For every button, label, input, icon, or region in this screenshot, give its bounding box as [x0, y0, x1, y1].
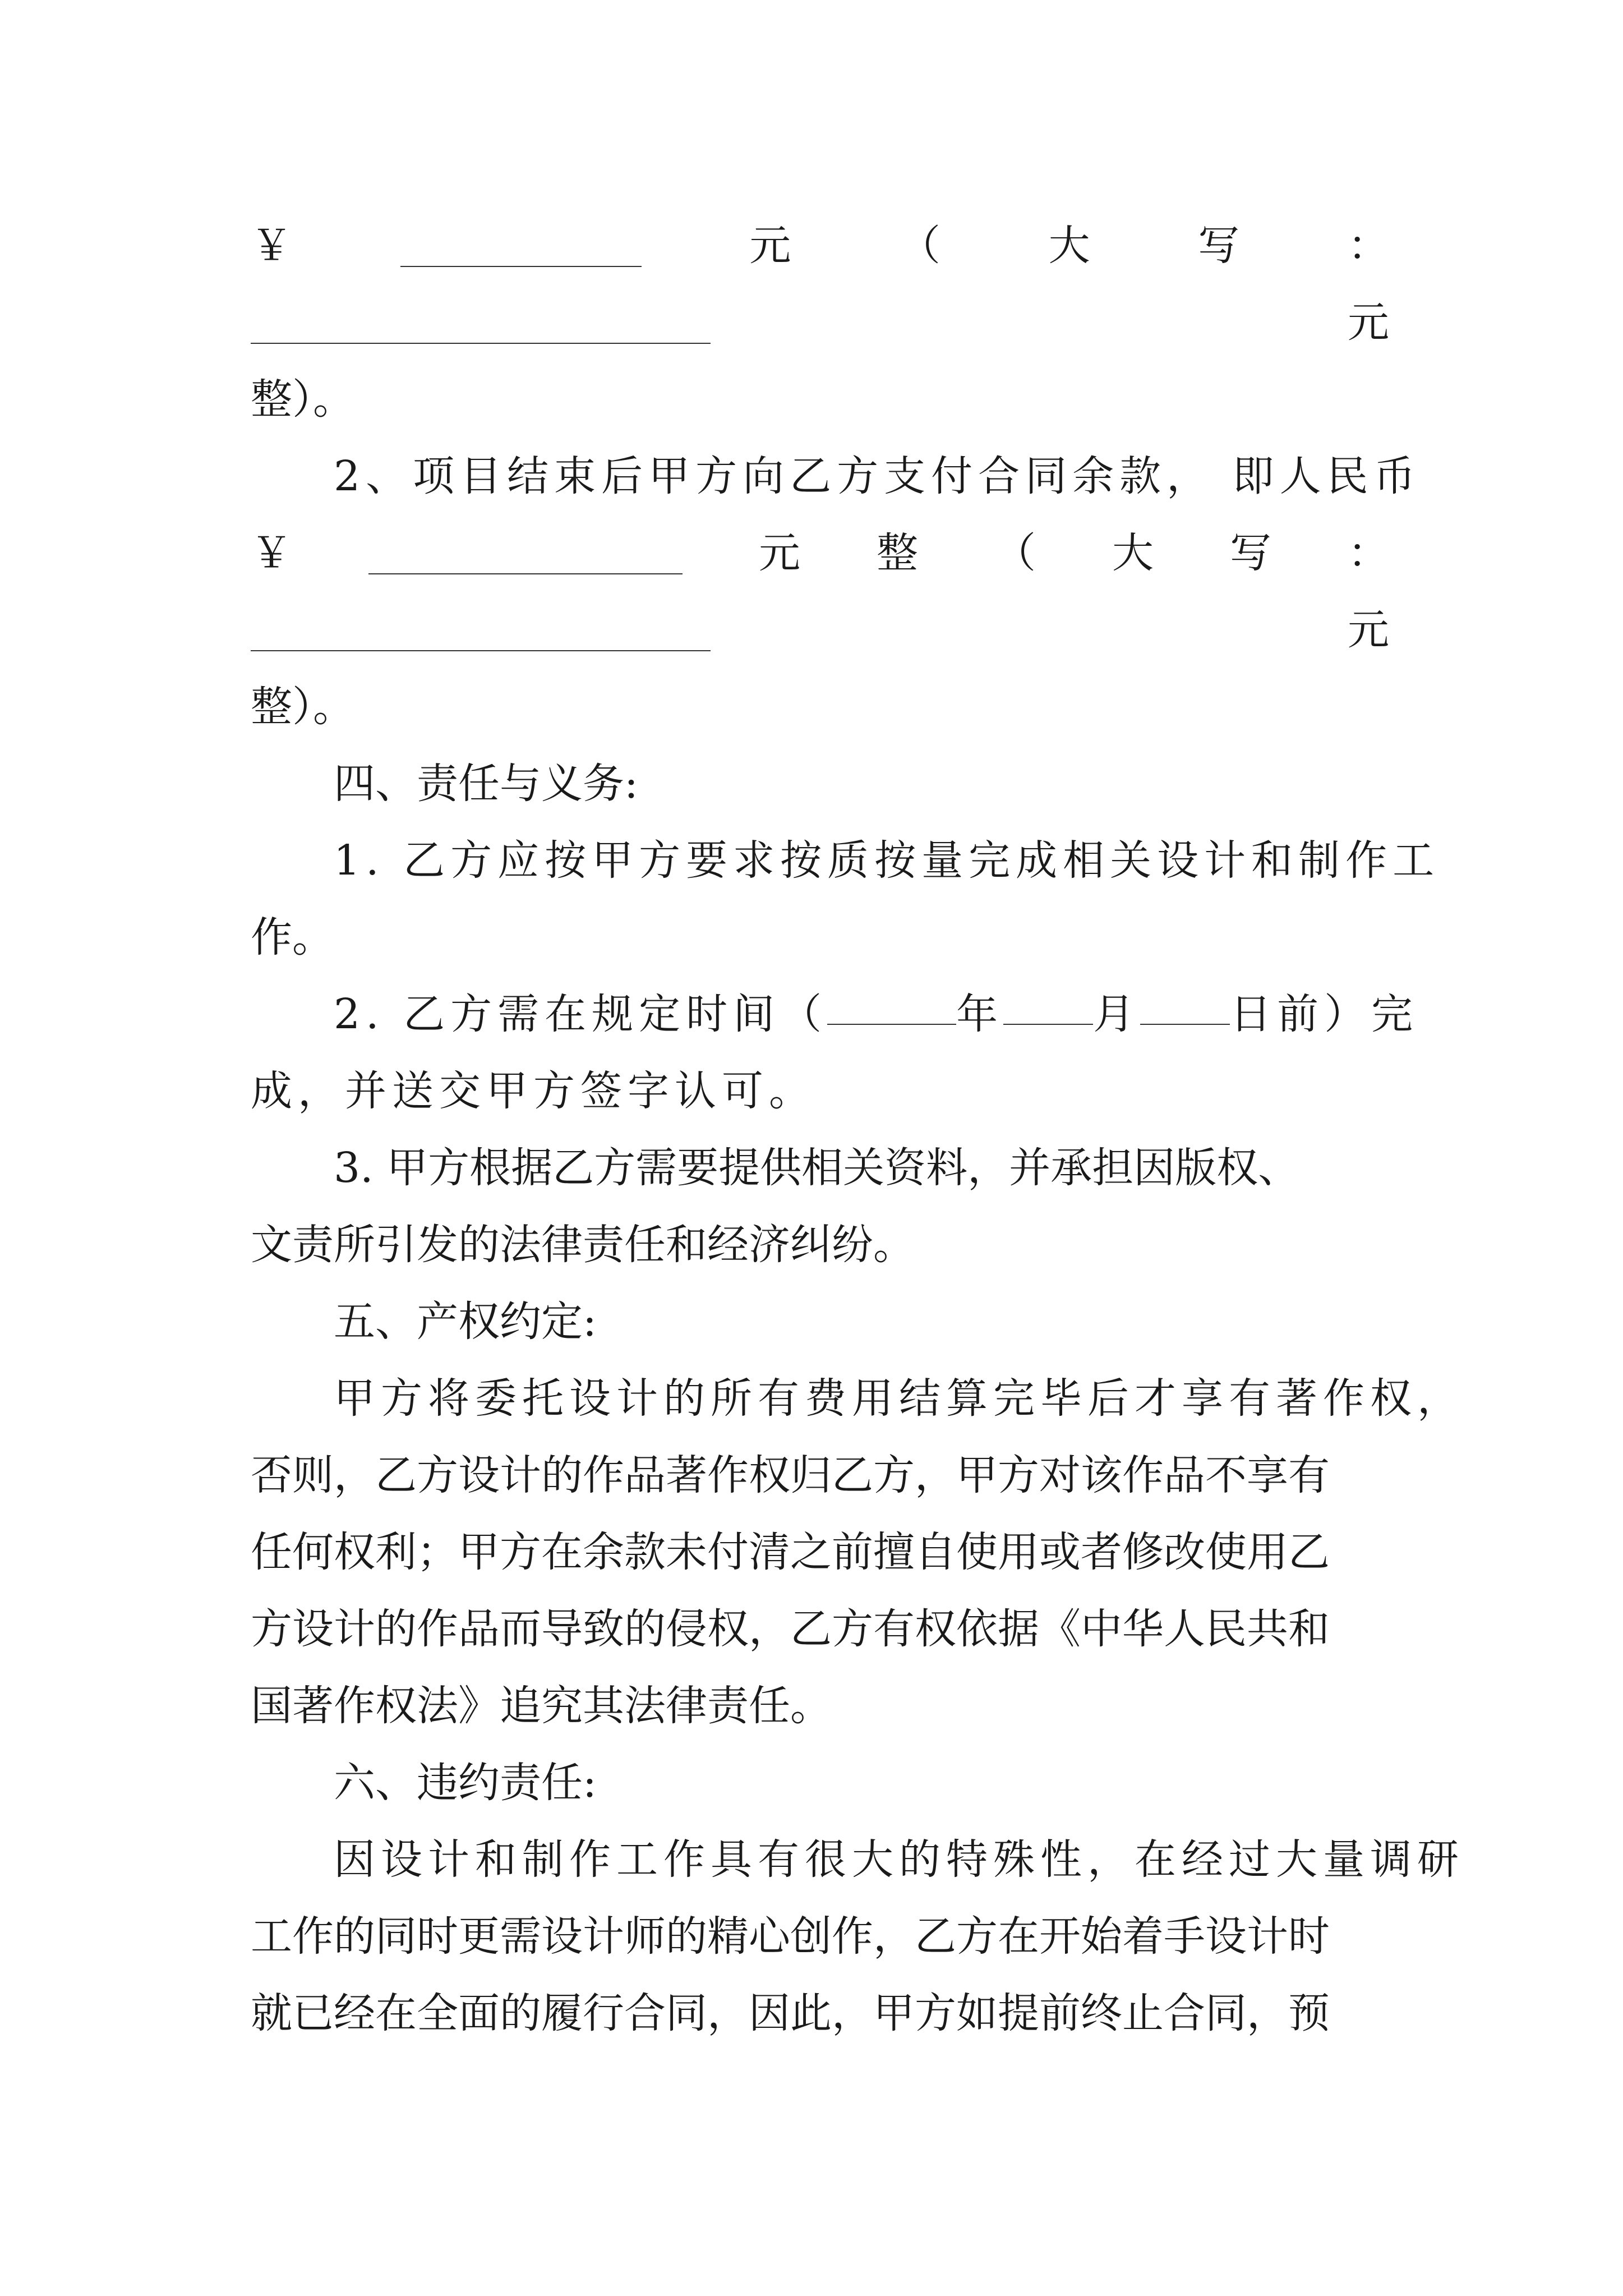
colon-text: ： — [1347, 222, 1389, 270]
payment1-amount-line — [251, 208, 1389, 284]
clause-text: 1. 乙方应按甲方要求按质按量完成相关设计和制作工 — [334, 836, 1440, 885]
end-text: 整）。 — [251, 375, 354, 424]
section4-item3-line1 — [251, 1130, 1389, 1207]
section5-line — [251, 1437, 1389, 1514]
section4-item1-line1 — [251, 822, 1440, 899]
document-body — [251, 208, 1464, 2052]
section5-line — [251, 1591, 1389, 1668]
section6-heading — [251, 1745, 1389, 1821]
end-text: 整）。 — [251, 683, 354, 731]
yuan-text: 元 — [759, 529, 800, 577]
month-blank[interactable] — [1003, 1024, 1093, 1025]
clause-suffix: 日前）完 — [1230, 990, 1419, 1038]
paragraph-text: 方设计的作品而导致的侵权，乙方有权依据《中华人民共和 — [251, 1605, 1330, 1653]
xie-text: 写 — [1198, 222, 1240, 270]
capital-amount-blank[interactable] — [251, 343, 711, 344]
amount-blank[interactable] — [400, 266, 642, 267]
section5-heading — [251, 1283, 1389, 1360]
clause-text: 作。 — [251, 913, 334, 961]
left-paren: （ — [994, 529, 1036, 577]
paragraph-text: 工作的同时更需设计师的精心创作，乙方在开始着手设计时 — [251, 1912, 1330, 1961]
payment2-intro-line — [251, 438, 1421, 515]
yen-symbol: ￥ — [251, 529, 292, 577]
year-blank[interactable] — [827, 1024, 956, 1025]
left-paren: （ — [898, 222, 940, 270]
section6-line — [251, 1975, 1389, 2052]
clause-text: 成，并送交甲方签字认可。 — [251, 1067, 816, 1115]
yuan-text: 元 — [1348, 606, 1389, 654]
yuan-text: 元 — [749, 222, 791, 270]
paragraph-text: 任何权利；甲方在余款未付清之前擅自使用或者修改使用乙 — [251, 1528, 1330, 1576]
paragraph-text: 国著作权法》追究其法律责任。 — [251, 1682, 832, 1730]
paragraph-text: 就已经在全面的履行合同，因此，甲方如提前终止合同，预 — [251, 1989, 1330, 2037]
payment2-intro: 2、项目结束后甲方向乙方支付合同余款， 即人民币 — [334, 452, 1421, 500]
section-heading: 五、产权约定: — [334, 1297, 597, 1346]
da-text: 大 — [1048, 222, 1090, 270]
clause-prefix: 2. 乙方需在规定时间（ — [334, 990, 828, 1038]
section-heading: 六、违约责任: — [334, 1759, 597, 1807]
yuan-text: 元 — [1348, 298, 1389, 347]
year-text: 年 — [956, 990, 1004, 1038]
section6-line — [251, 1821, 1464, 1898]
section5-line — [251, 1514, 1389, 1591]
amount-blank[interactable] — [368, 573, 683, 574]
section5-line — [251, 1360, 1464, 1437]
clause-text: 文责所引发的法律责任和经济纠纷。 — [251, 1221, 915, 1269]
payment2-amount-line — [251, 515, 1389, 592]
month-text: 月 — [1093, 990, 1141, 1038]
da-text: 大 — [1112, 529, 1154, 577]
xie-text: 写 — [1230, 529, 1271, 577]
paragraph-text: 否则，乙方设计的作品著作权归乙方，甲方对该作品不享有 — [251, 1451, 1330, 1499]
payment2-capital-line — [251, 592, 1389, 669]
payment2-end-line — [251, 669, 1389, 746]
section5-line — [251, 1668, 1389, 1745]
zheng-text: 整 — [877, 529, 918, 577]
section4-item3-line2 — [251, 1207, 1389, 1283]
capital-amount-blank[interactable] — [251, 650, 711, 651]
clause-text: 3. 甲方根据乙方需要提供相关资料，并承担因版权、 — [334, 1144, 1300, 1192]
payment1-end-line — [251, 361, 1389, 438]
paragraph-text: 甲方将委托设计的所有费用结算完毕后才享有著作权， — [334, 1374, 1464, 1423]
day-blank[interactable] — [1140, 1024, 1230, 1025]
yen-symbol: ￥ — [251, 222, 292, 270]
section6-line — [251, 1898, 1389, 1975]
colon-text: ： — [1348, 529, 1389, 577]
section4-item1-line2 — [251, 899, 1389, 976]
payment1-capital-line — [251, 284, 1389, 361]
section-heading: 四、责任与义务: — [334, 760, 638, 808]
paragraph-text: 因设计和制作工作具有很大的特殊性，在经过大量调研 — [334, 1835, 1464, 1884]
section4-item2-line2 — [251, 1053, 1389, 1130]
section4-item2-line1 — [251, 976, 1419, 1053]
section4-heading — [251, 746, 1389, 822]
